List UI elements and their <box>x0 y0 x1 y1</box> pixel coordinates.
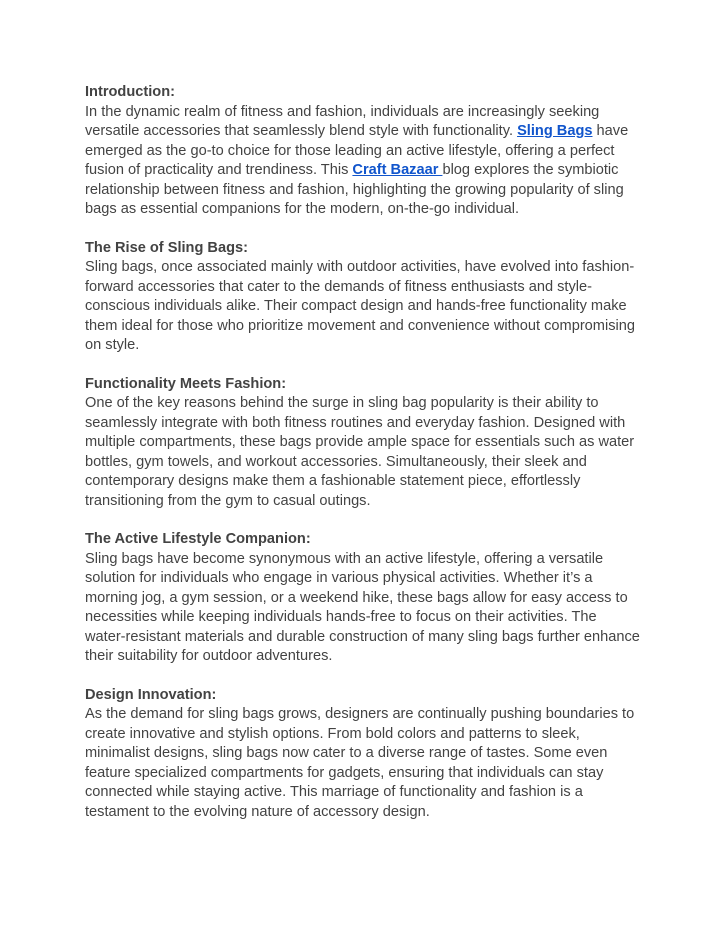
section-rise-of-sling-bags <box>85 239 640 356</box>
sling-bags-link[interactable]: Sling Bags <box>517 123 593 139</box>
paragraph-text: have emerged as the go-to choice for those leading an active lifestyle, offering a perfect fusion of practicality and trendiness. This <box>85 123 629 178</box>
document-body <box>85 83 640 841</box>
section-functionality-meets-fashion <box>85 375 640 512</box>
section-heading: Introduction: <box>85 84 175 100</box>
craft-bazaar-link[interactable]: Craft Bazaar <box>352 162 443 178</box>
paragraph-text: blog explores the symbiotic relationship between fitness and fashion, highlighting the growing popularity of sling bags as essential companions for the modern, on-the-go individual. <box>85 162 624 217</box>
paragraph-text: In the dynamic realm of fitness and fashion, individuals are increasingly seeking versatile accessories that seamlessly blend style with functionality. <box>85 103 600 139</box>
section-paragraph: Sling bags have become synonymous with an active lifestyle, offering a versatile solution for individuals who engage in various physical activities. Whether it’s a morning jog, a gym session, or a weekend hike, these bags allow for easy access to necessities while keeping individuals hands-free to focus on their activities. The water-resistant materials and durable construction of many sling bags further enhance their suitability for outdoor adventures. <box>85 550 640 664</box>
section-paragraph <box>85 103 640 220</box>
section-paragraph: As the demand for sling bags grows, designers are continually pushing boundaries to create innovative and stylish options. From bold colors and patterns to sleek, minimalist designs, sling bags now cater to a diverse range of tastes. Some even feature specialized compartments for gadgets, ensuring that individuals can stay connected while staying active. This marriage of functionality and fashion is a testament to the evolving nature of accessory design. <box>85 706 635 820</box>
section-heading: Design Innovation: <box>85 686 217 703</box>
section-heading: The Active Lifestyle Companion: <box>85 531 311 547</box>
section-paragraph: One of the key reasons behind the surge in sling bag popularity is their ability to seamlessly integrate with both fitness routines and everyday fashion. Designed with multiple compartments, these bags provide ample space for essentials such as water bottles, gym towels, and workout accessories. Simultaneously, their sleek and contemporary designs make them a fashionable statement piece, effortlessly transitioning from the gym to casual outings. <box>85 395 635 509</box>
section-active-lifestyle-companion <box>85 530 640 667</box>
section-design-innovation <box>85 686 640 823</box>
section-heading: The Rise of Sling Bags: <box>85 239 248 256</box>
section-heading: Functionality Meets Fashion: <box>85 375 287 392</box>
section-introduction <box>85 83 640 220</box>
section-paragraph: Sling bags, once associated mainly with outdoor activities, have evolved into fashion-forward accessories that cater to the demands of fitness enthusiasts and style-conscious individuals alike. Their compact design and hands-free functionality make them ideal for those who prioritize movement and convenience without compromising on style. <box>85 259 635 353</box>
